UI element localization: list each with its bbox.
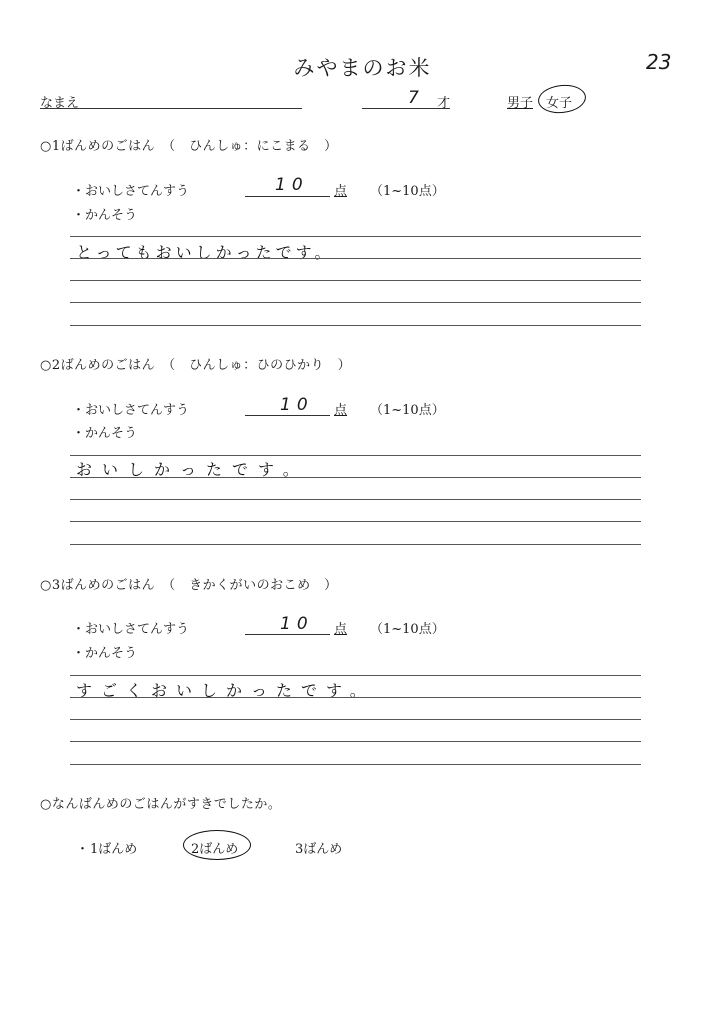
section-3-score-range: （1~10点）: [370, 622, 445, 637]
female-label: 女子: [546, 96, 573, 111]
age-value: 7: [408, 88, 425, 108]
option-1: 1ばんめ: [90, 842, 138, 857]
section-3-heading: ○3ばんめのごはん （ きかくがいのおこめ ）: [40, 578, 338, 593]
section-3-score-unit: 点: [334, 622, 348, 637]
ruled-line: [70, 499, 641, 500]
page-title: みやまのお米: [293, 56, 432, 80]
section-1-score-underline: [245, 196, 330, 197]
section-2-heading: ○2ばんめのごはん （ ひんしゅ：ひのひかり ）: [40, 358, 352, 373]
page-number: 23: [646, 50, 672, 74]
age-underline: [362, 108, 450, 109]
ruled-line: [70, 521, 641, 522]
age-unit: 才: [437, 96, 451, 111]
ruled-line: [70, 325, 641, 326]
female-circle-mark: [537, 83, 588, 116]
section-3-comment-text: すごくおいしかったです。: [76, 681, 375, 700]
preference-question: ○なんばんめのごはんがすきでしたか。: [40, 797, 282, 812]
name-label: なまえ: [40, 96, 80, 111]
section-1-score-value: 10: [275, 175, 309, 195]
ruled-line: [70, 236, 641, 237]
section-2-comment-text: おいしかったです。: [76, 460, 309, 479]
section-1-comment-label: ・かんそう: [72, 208, 138, 223]
ruled-line: [70, 544, 641, 545]
section-3-score-underline: [245, 634, 330, 635]
option-2-circle-mark: [183, 830, 251, 860]
section-3-comment-label: ・かんそう: [72, 646, 138, 661]
section-2-score-value: 10: [280, 395, 314, 415]
option-3: 3ばんめ: [295, 842, 343, 857]
ruled-line: [70, 455, 641, 456]
section-2-score-label: ・おいしさてんすう: [72, 403, 190, 418]
option-bullet: ・: [76, 842, 90, 857]
section-1-heading: ○1ばんめのごはん （ ひんしゅ：にこまる ）: [40, 139, 338, 154]
name-underline: [40, 108, 302, 109]
section-1-comment-text: とってもおいしかったです。: [76, 243, 335, 262]
section-1-score-unit: 点: [334, 184, 348, 199]
ruled-line: [70, 280, 641, 281]
ruled-line: [70, 741, 641, 742]
ruled-line: [70, 697, 641, 698]
section-3-score-label: ・おいしさてんすう: [72, 622, 190, 637]
section-2-score-unit: 点: [334, 403, 348, 418]
section-2-score-underline: [245, 415, 330, 416]
ruled-line: [70, 258, 641, 259]
ruled-line: [70, 675, 641, 676]
male-label: 男子: [507, 96, 534, 111]
ruled-line: [70, 764, 641, 765]
ruled-line: [70, 477, 641, 478]
section-1-score-label: ・おいしさてんすう: [72, 184, 190, 199]
section-2-score-range: （1~10点）: [370, 403, 445, 418]
section-2-comment-label: ・かんそう: [72, 426, 138, 441]
ruled-line: [70, 719, 641, 720]
option-2: 2ばんめ: [191, 842, 239, 857]
section-1-score-range: （1~10点）: [370, 184, 445, 199]
ruled-line: [70, 302, 641, 303]
section-3-score-value: 10: [280, 614, 314, 634]
